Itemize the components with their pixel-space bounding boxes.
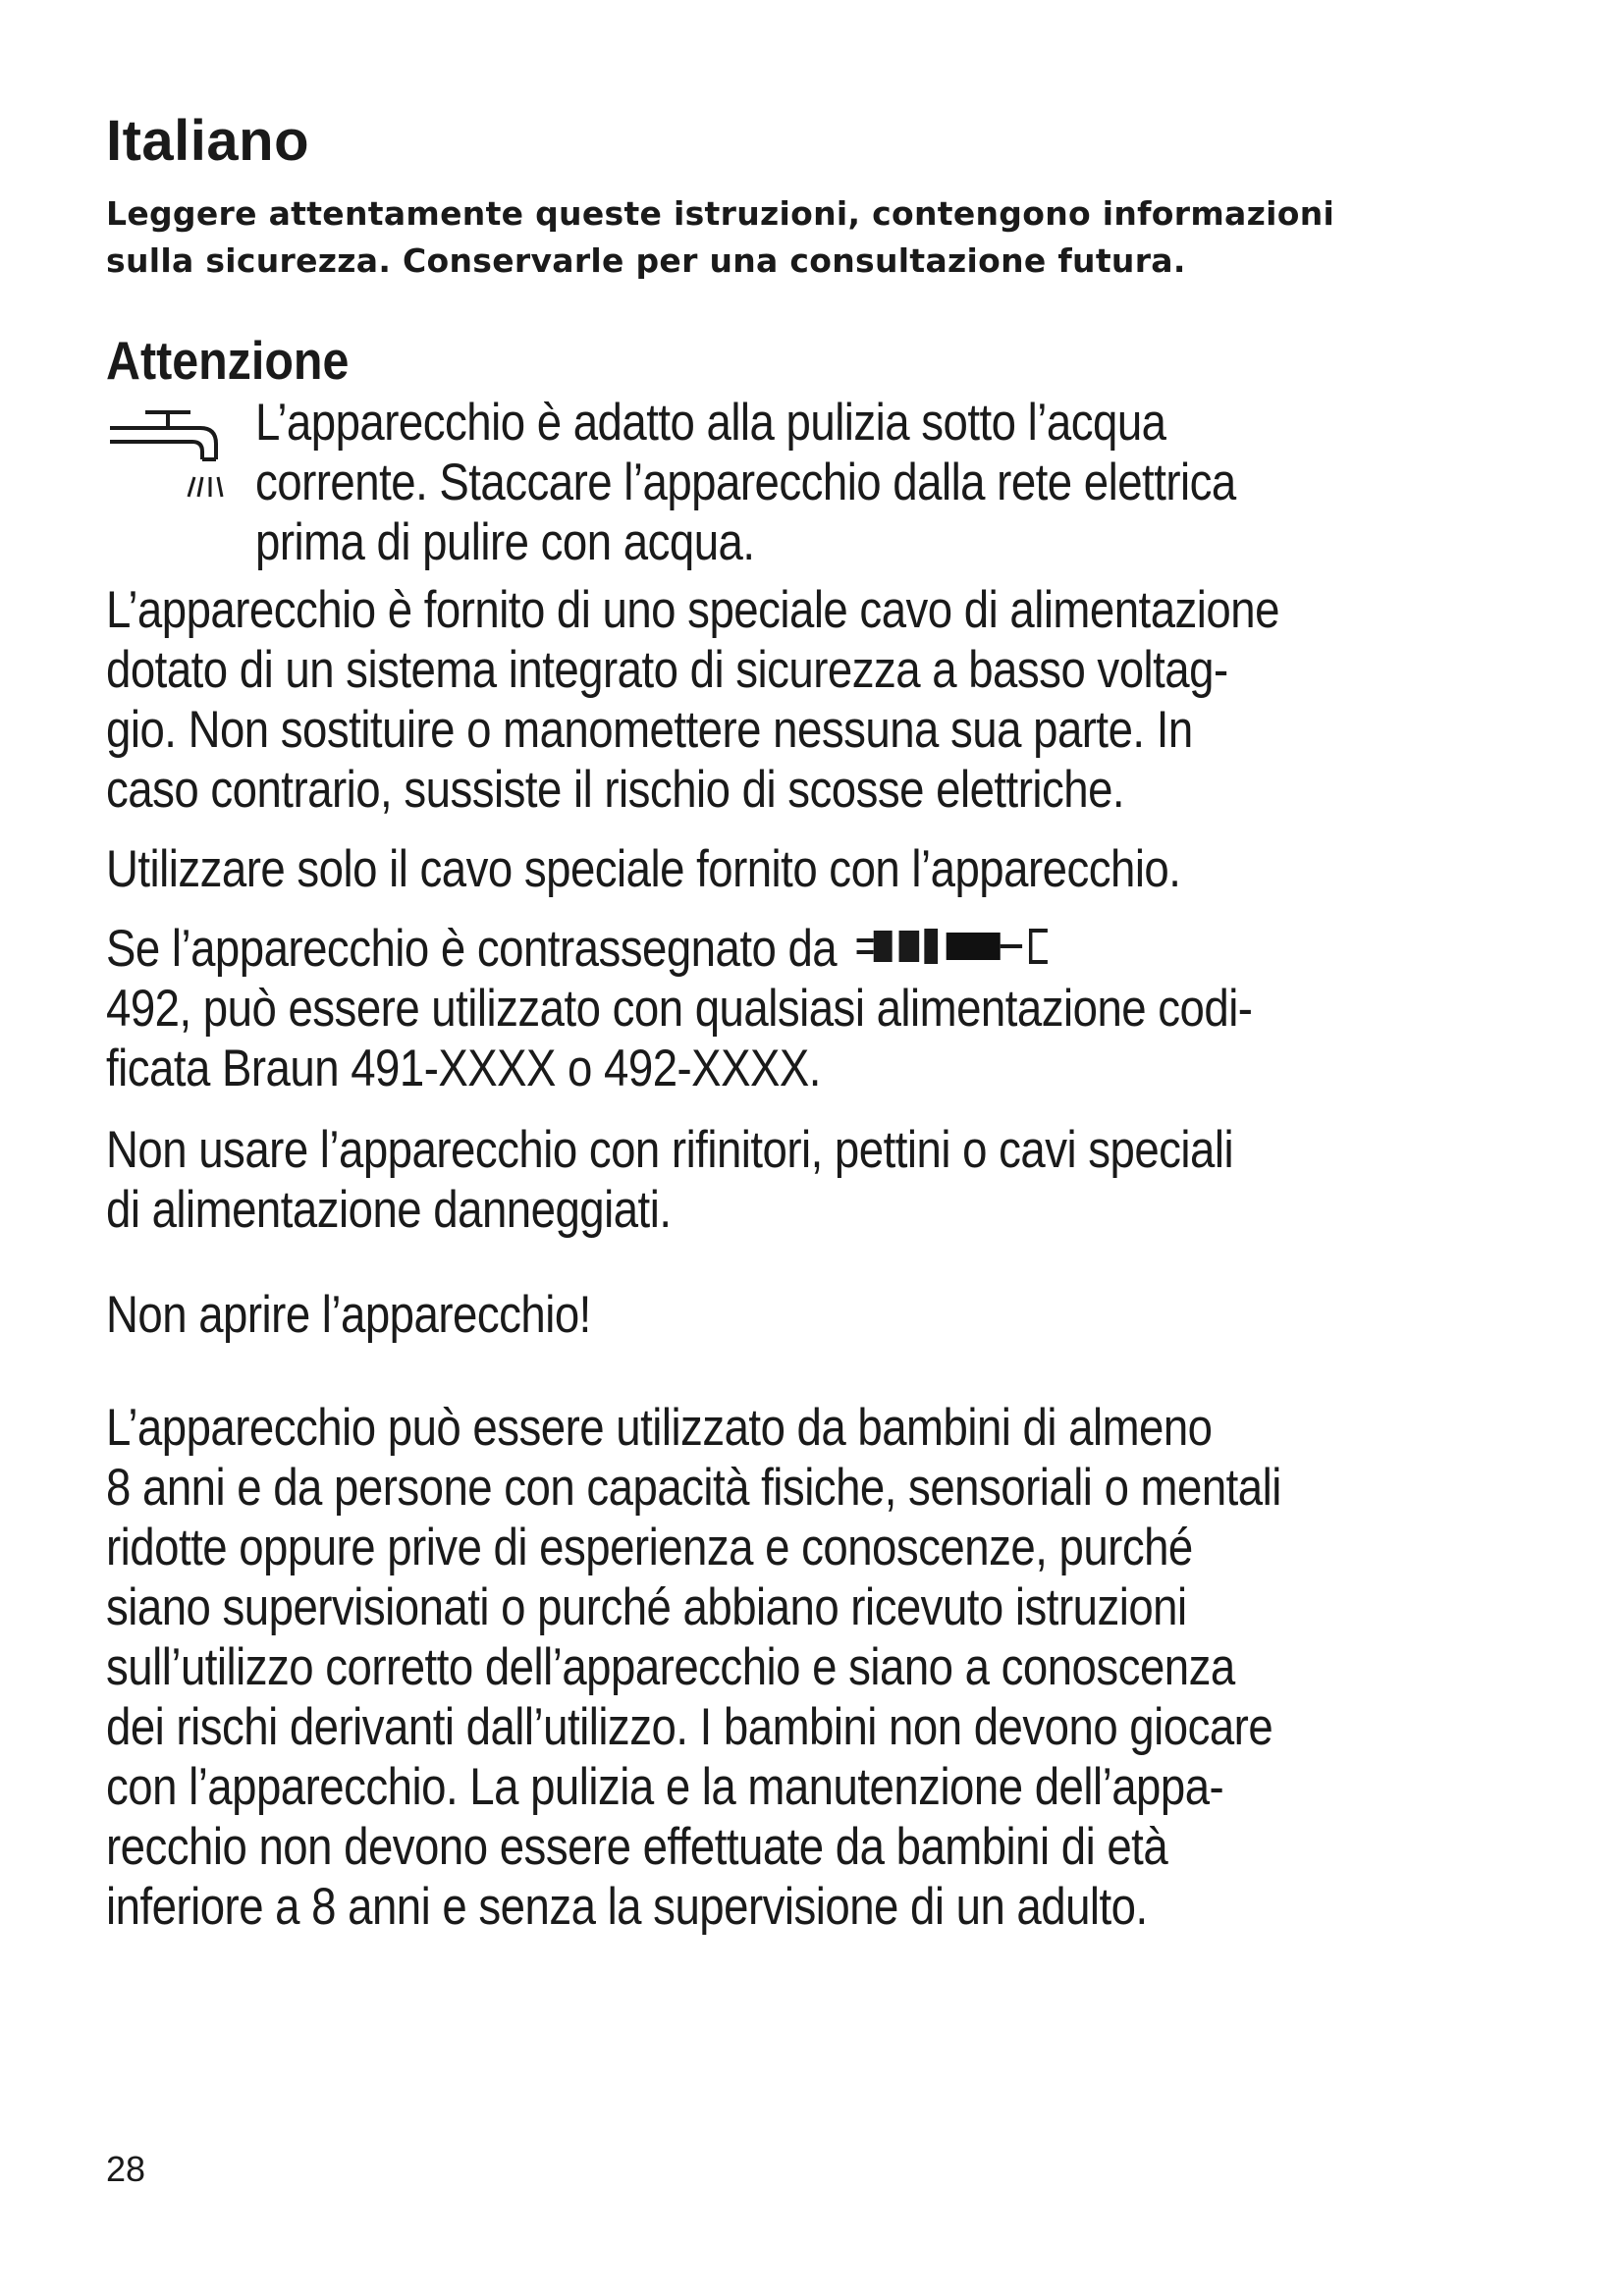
text-line: Non aprire l’apparecchio!: [106, 1286, 591, 1344]
paragraph-damaged: [106, 1120, 1542, 1240]
text-line: 8 anni e da persone con capacità fisiche, sensoriali o mentali: [106, 1459, 1281, 1517]
text-line: dotato di un sistema integrato di sicurezza a basso voltag-: [106, 641, 1228, 699]
text-line: ridotte oppure prive di esperienza e conoscenze, purché: [106, 1519, 1193, 1576]
text-line: Non usare l’apparecchio con rifinitori, pettini o cavi speciali: [106, 1121, 1234, 1179]
text-line: 492, può essere utilizzato con qualsiasi alimentazione codi-: [106, 980, 1253, 1038]
text-line: corrente. Staccare l’apparecchio dalla rete elettrica: [255, 454, 1236, 511]
paragraph-marking: [106, 919, 1542, 1098]
text-line: siano supervisionati o purché abbiano ricevuto istruzioni: [106, 1578, 1187, 1636]
paragraph-special-cable: [106, 839, 1542, 899]
text-line-part: Se l’apparecchio è contrassegnato da: [106, 920, 838, 978]
text-line: [106, 919, 1542, 979]
text-line: inferiore a 8 anni e senza la supervisione di un adulto.: [106, 1878, 1148, 1936]
water-tap-icon: [106, 399, 224, 516]
text-line: sull’utilizzo corretto dell’apparecchio e siano a conoscenza: [106, 1638, 1235, 1696]
plug-marking-icon: [857, 925, 1068, 968]
page-number: 28: [106, 2149, 146, 2189]
text-line: caso contrario, sussiste il rischio di scosse elettriche.: [106, 761, 1125, 819]
text-line: Utilizzare solo il cavo speciale fornito con l’apparecchio.: [106, 840, 1181, 898]
water-warning-text: [255, 393, 1624, 572]
text-line: di alimentazione danneggiati.: [106, 1181, 672, 1239]
paragraph-children: [106, 1398, 1542, 1937]
intro-note: [106, 190, 1540, 285]
text-line: gio. Non sostituire o manomettere nessuna sua parte. In: [106, 701, 1193, 759]
manual-page: [106, 108, 1540, 1937]
intro-line: Leggere attentamente queste istruzioni, contengono informazioni: [106, 194, 1335, 233]
text-line: dei rischi derivanti dall’utilizzo. I bambini non devono giocare: [106, 1698, 1273, 1756]
intro-line: sulla sicurezza. Conservarle per una consultazione futura.: [106, 241, 1186, 280]
text-line: L’apparecchio è adatto alla pulizia sotto l’acqua: [255, 394, 1166, 452]
warning-heading: Attenzione: [106, 330, 350, 391]
paragraph-cable: [106, 580, 1542, 820]
text-line: ficata Braun 491-XXXX o 492-XXXX.: [106, 1040, 821, 1097]
water-warning-row: [106, 393, 1540, 572]
text-line: prima di pulire con acqua.: [255, 513, 755, 571]
text-line: L’apparecchio può essere utilizzato da bambini di almeno: [106, 1399, 1213, 1457]
text-line: L’apparecchio è fornito di uno speciale cavo di alimentazione: [106, 581, 1279, 639]
text-line: con l’apparecchio. La pulizia e la manutenzione dell’appa-: [106, 1758, 1224, 1816]
language-title: Italiano: [106, 109, 310, 173]
paragraph-do-not-open: [106, 1285, 1542, 1345]
text-line: recchio non devono essere effettuate da bambini di età: [106, 1818, 1168, 1876]
